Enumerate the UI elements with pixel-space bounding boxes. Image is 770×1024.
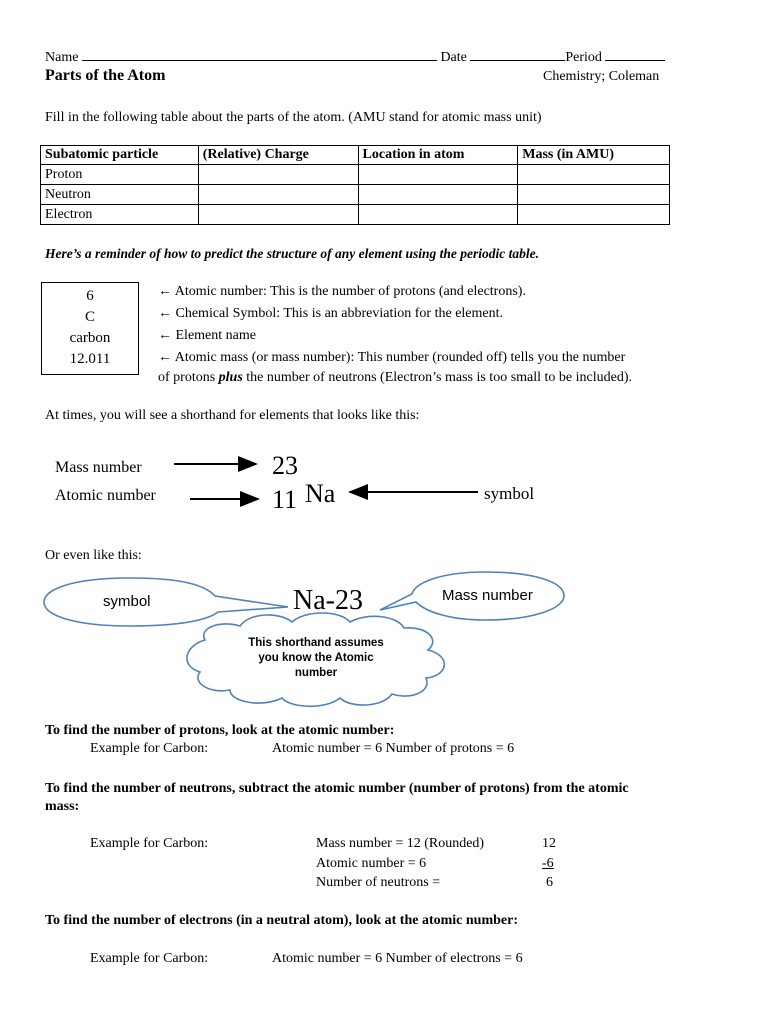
- electrons-heading: To find the number of electrons (in a neutral atom), look at the atomic number:: [45, 913, 518, 928]
- electrons-example-label: Example for Carbon:: [90, 951, 209, 966]
- atomic-value: 11: [272, 485, 298, 514]
- neutrons-example-label: Example for Carbon:: [90, 836, 209, 851]
- course-label: Chemistry; Coleman: [543, 69, 660, 84]
- col-header: Mass (in AMU): [518, 146, 670, 165]
- neutrons-value: 6: [546, 875, 553, 890]
- cloud-note-text: This shorthand assumes you know the Atomic number: [248, 637, 384, 679]
- col-header: Location in atom: [358, 146, 518, 165]
- shorthand-intro: At times, you will see a shorthand for elements that looks like this:: [45, 408, 420, 423]
- tile-name: carbon: [69, 330, 111, 346]
- element-symbol: Na: [305, 479, 336, 508]
- neutrons-line: Mass number = 12 (Rounded): [316, 836, 485, 851]
- instructions: Fill in the following table about the parts of the atom. (AMU stand for atomic mass unit): [45, 110, 542, 125]
- symbol-label: symbol: [484, 484, 535, 503]
- col-header: (Relative) Charge: [198, 146, 358, 165]
- shorthand-na23: Na-23: [293, 585, 363, 616]
- date-label: Date: [440, 50, 467, 65]
- row-label: Electron: [41, 205, 199, 225]
- callout-mass-text: Mass number: [442, 587, 533, 604]
- neutrons-line: Atomic number = 6: [316, 856, 427, 871]
- protons-example: Atomic number = 6 Number of protons = 6: [272, 741, 515, 756]
- neutrons-line: Number of neutrons =: [316, 875, 441, 890]
- period-label: Period: [565, 50, 602, 65]
- neutrons-heading-cont: mass:: [45, 799, 80, 814]
- name-label: Name: [45, 50, 79, 65]
- reminder-text: Here’s a reminder of how to predict the structure of any element using the periodic table.: [45, 246, 539, 261]
- alt-intro: Or even like this:: [45, 548, 142, 563]
- neutrons-heading: To find the number of neutrons, subtract the atomic number (number of protons) from the atomic: [45, 781, 629, 796]
- tile-atomic-number: 6: [86, 288, 94, 304]
- note-symbol: ← Chemical Symbol: This is an abbreviation for the element.: [158, 306, 504, 321]
- note-name: ← Element name: [158, 328, 256, 343]
- row-label: Neutron: [41, 185, 199, 205]
- protons-heading: To find the number of protons, look at the atomic number:: [45, 723, 395, 738]
- protons-example-label: Example for Carbon:: [90, 741, 209, 756]
- callout-symbol-text: symbol: [103, 593, 151, 610]
- row-label: Proton: [41, 165, 199, 185]
- electrons-example: Atomic number = 6 Number of electrons = 6: [272, 951, 523, 966]
- note-mass: ← Atomic mass (or mass number): This number (rounded off) tells you the number: [158, 350, 626, 365]
- mass-number-label: Mass number: [55, 459, 142, 476]
- neutrons-value: 12: [542, 836, 556, 851]
- col-header: Subatomic particle: [41, 146, 199, 165]
- neutrons-value: -6: [542, 856, 554, 871]
- mass-value: 23: [272, 451, 298, 480]
- tile-symbol: C: [84, 309, 95, 325]
- page-title: Parts of the Atom: [45, 67, 166, 84]
- note-atomic-number: ← Atomic number: This is the number of protons (and electrons).: [158, 284, 526, 299]
- atomic-number-label: Atomic number: [55, 487, 156, 504]
- tile-mass: 12.011: [69, 351, 111, 367]
- note-mass-cont: of protons plus the number of neutrons (Electron’s mass is too small to be included).: [158, 370, 632, 385]
